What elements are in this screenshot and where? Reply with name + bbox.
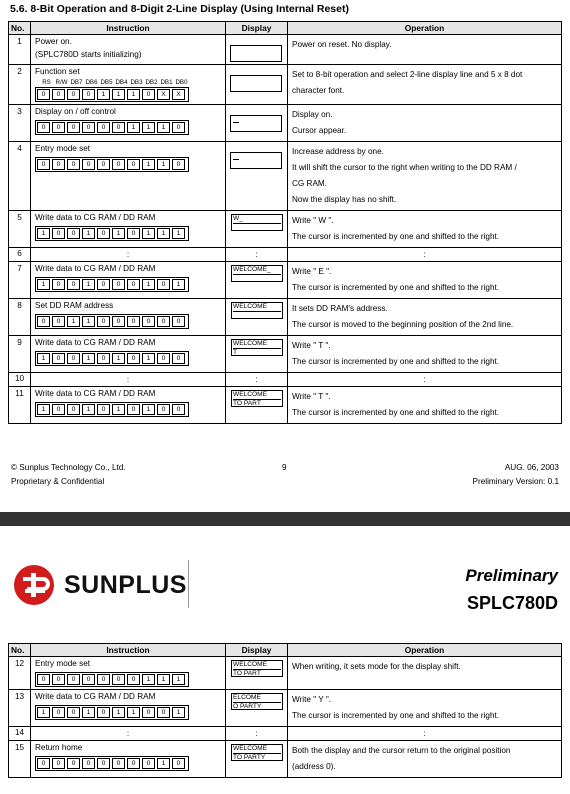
bit-cell: 0: [97, 122, 110, 133]
lcd-line-1: WELCOME: [233, 391, 268, 398]
bit-cell: 0: [97, 353, 110, 364]
table-row: [9, 387, 562, 424]
header-operation: Operation: [288, 644, 562, 657]
header-instruction: Instruction: [31, 22, 226, 35]
operation-text: The cursor is incremented by one and shifted to the right.: [292, 357, 500, 366]
bit-legend-label: RS: [42, 79, 51, 86]
operation-text: The cursor is incremented by one and shifted to the right.: [292, 232, 500, 241]
operation-text: Write " Y ".: [292, 695, 332, 704]
display-cell: [226, 105, 288, 142]
logo-text: SUNPLUS: [64, 570, 187, 599]
bit-cell: 1: [82, 404, 95, 415]
operation-text: character font.: [292, 86, 345, 95]
instruction-text: Return home: [35, 743, 83, 752]
table-row: [9, 142, 562, 211]
bit-pattern: [35, 87, 189, 102]
bit-cell: 0: [67, 404, 80, 415]
operation-text: Set to 8-bit operation and select 2-line display line and 5 x 8 dot: [292, 70, 523, 79]
instruction-cell: [31, 690, 226, 727]
bit-cell: 1: [157, 159, 170, 170]
lcd-display: [231, 390, 283, 407]
instruction-cell: [31, 336, 226, 373]
operation-cell: [288, 387, 562, 424]
instruction-cell: [31, 105, 226, 142]
bit-cell: 1: [112, 707, 125, 718]
row-number: 7: [9, 262, 31, 299]
sunplus-logo-icon: [14, 565, 54, 605]
bit-cell: 0: [52, 758, 65, 769]
operation-cell: [288, 690, 562, 727]
bit-cell: 0: [37, 674, 50, 685]
bit-cell: 0: [172, 353, 185, 364]
bit-cell: 1: [127, 122, 140, 133]
bit-cell: 0: [112, 316, 125, 327]
header-instruction: Instruction: [31, 644, 226, 657]
display-cell: :: [226, 373, 288, 387]
instruction-text: Set DD RAM address: [35, 301, 114, 310]
preliminary-label: Preliminary: [465, 566, 558, 585]
bit-cell: 0: [52, 707, 65, 718]
instruction-cell: :: [31, 248, 226, 262]
logo-divider: [188, 560, 189, 608]
bit-cell: 0: [52, 228, 65, 239]
bit-cell: 0: [127, 159, 140, 170]
instruction-cell: [31, 262, 226, 299]
bit-pattern: [35, 756, 189, 771]
operation-text: Both the display and the cursor return to the original position: [292, 746, 511, 755]
instruction-text: Write data to CG RAM / DD RAM: [35, 338, 156, 347]
bit-cell: 1: [37, 353, 50, 364]
bit-cell: 1: [97, 89, 110, 100]
lcd-display: [231, 265, 283, 282]
operation-cell: [288, 65, 562, 105]
bit-cell: 0: [37, 122, 50, 133]
bit-cell: 0: [157, 279, 170, 290]
table-row: [9, 657, 562, 690]
bit-cell: 0: [37, 758, 50, 769]
bit-pattern: [35, 351, 189, 366]
bit-cell: 0: [67, 122, 80, 133]
bit-cell: 0: [142, 707, 155, 718]
lcd-display-blank: [230, 75, 282, 92]
instruction-text: Power on.: [35, 37, 72, 46]
operation-text: The cursor is incremented by one and shifted to the right.: [292, 408, 500, 417]
bit-cell: 0: [82, 758, 95, 769]
table-row: [9, 35, 562, 65]
lcd-line-2: TO PARTY: [233, 753, 281, 762]
bit-cell: 0: [157, 404, 170, 415]
table-row: [9, 690, 562, 727]
bit-legend-label: DB3: [130, 79, 143, 86]
operation-cell: [288, 211, 562, 248]
bit-cell: 1: [82, 316, 95, 327]
lcd-display: [231, 693, 283, 710]
instruction-text: Entry mode set: [35, 659, 91, 668]
operation-cell: [288, 657, 562, 690]
bit-cell: 0: [127, 404, 140, 415]
bit-cell: 1: [127, 89, 140, 100]
bit-cell: 0: [67, 674, 80, 685]
bit-cell: 1: [127, 707, 140, 718]
instruction-text: Display on / off control: [35, 107, 116, 116]
display-cell: [226, 387, 288, 424]
operation-text: (address 0).: [292, 762, 336, 771]
instruction-cell: [31, 387, 226, 424]
lcd-line-2: [233, 274, 281, 275]
operation-text: When writing, it sets mode for the display shift.: [292, 662, 461, 671]
operation-text: Increase address by one.: [292, 147, 384, 156]
lcd-line-2: T_: [233, 348, 281, 357]
lcd-display: [231, 339, 283, 356]
bit-cell: 0: [172, 758, 185, 769]
bit-legend-label: DB5: [100, 79, 113, 86]
bit-cell: 1: [112, 353, 125, 364]
bit-cell: 0: [127, 316, 140, 327]
bit-pattern: [35, 705, 189, 720]
bit-cell: 0: [67, 353, 80, 364]
bit-cell: 1: [112, 404, 125, 415]
operation-cell: [288, 35, 562, 65]
bit-cell: 1: [142, 404, 155, 415]
footer-confidential: Proprietary & Confidential: [11, 477, 105, 486]
bit-cell: 0: [97, 404, 110, 415]
operation-text: It will shift the cursor to the right when writing to the DD RAM /: [292, 163, 517, 172]
operation-cell: :: [288, 373, 562, 387]
bit-cell: 0: [52, 353, 65, 364]
row-number: 12: [9, 657, 31, 690]
operation-cell: [288, 336, 562, 373]
lcd-line-1: WELCOME: [233, 340, 268, 347]
bit-cell: 0: [52, 89, 65, 100]
bit-cell: 0: [172, 316, 185, 327]
instruction-text: Entry mode set: [35, 144, 91, 153]
bit-pattern: [35, 226, 189, 241]
header-no: No.: [9, 644, 31, 657]
row-number: 2: [9, 65, 31, 105]
operation-cell: :: [288, 727, 562, 741]
operation-text: Display on.: [292, 110, 333, 119]
bit-legend-label: DB2: [145, 79, 158, 86]
lcd-display: [231, 302, 283, 319]
bit-pattern: [35, 672, 189, 687]
bit-legend-label: DB7: [70, 79, 83, 86]
row-number: 11: [9, 387, 31, 424]
bit-cell: 0: [82, 159, 95, 170]
bit-cell: 0: [82, 122, 95, 133]
instruction-text: Write data to CG RAM / DD RAM: [35, 692, 156, 701]
table-row: [9, 299, 562, 336]
table-row: [9, 248, 562, 262]
bit-legend: [39, 79, 221, 86]
instruction-cell: [31, 211, 226, 248]
bit-cell: 1: [172, 674, 185, 685]
lcd-line-2: O PARTY_: [233, 702, 281, 711]
bit-cell: 0: [112, 279, 125, 290]
bit-cell: 0: [172, 122, 185, 133]
lcd-display: [231, 214, 283, 231]
bit-legend-label: DB1: [160, 79, 173, 86]
table-row: [9, 211, 562, 248]
row-number: 1: [9, 35, 31, 65]
operation-text: Write " T ".: [292, 392, 331, 401]
display-cell: [226, 211, 288, 248]
sunplus-logo: [14, 565, 187, 605]
bit-cell: 0: [97, 279, 110, 290]
bit-cell: 0: [172, 159, 185, 170]
bit-cell: 0: [157, 316, 170, 327]
display-cell: [226, 299, 288, 336]
table-row: [9, 727, 562, 741]
operation-cell: [288, 262, 562, 299]
display-cell: [226, 690, 288, 727]
instruction-table-2: [8, 643, 562, 778]
lcd-display-cursor: [230, 115, 282, 132]
bit-pattern: [35, 314, 189, 329]
instruction-text: Write data to CG RAM / DD RAM: [35, 264, 156, 273]
bit-cell: 0: [127, 758, 140, 769]
bit-cell: 0: [67, 707, 80, 718]
bit-legend-label: DB6: [85, 79, 98, 86]
instruction-cell: [31, 657, 226, 690]
bit-cell: 1: [142, 228, 155, 239]
operation-cell: [288, 741, 562, 778]
footer-date: AUG. 06, 2003: [504, 463, 559, 472]
lcd-line-1: WELCOME_: [233, 266, 271, 273]
lcd-line-2: TO PART_: [233, 399, 281, 408]
table-row: [9, 741, 562, 778]
bit-cell: 0: [97, 674, 110, 685]
operation-text: Write " T ".: [292, 341, 331, 350]
bit-cell: 1: [172, 707, 185, 718]
table-row: [9, 105, 562, 142]
row-number: 15: [9, 741, 31, 778]
bit-cell: 0: [67, 758, 80, 769]
lcd-display-blank: [230, 45, 282, 62]
operation-text: Now the display has no shift.: [292, 195, 397, 204]
lcd-line-1: WELCOME: [233, 745, 268, 752]
instruction-cell: :: [31, 373, 226, 387]
bit-cell: 1: [112, 228, 125, 239]
row-number: 3: [9, 105, 31, 142]
bit-cell: 1: [37, 279, 50, 290]
instruction-cell: :: [31, 727, 226, 741]
table-row: [9, 336, 562, 373]
row-number: 5: [9, 211, 31, 248]
instruction-table-1: [8, 21, 562, 424]
model-name: SPLC780D: [466, 593, 558, 613]
bit-cell: 0: [172, 404, 185, 415]
bit-cell: 0: [52, 404, 65, 415]
bit-cell: 1: [157, 758, 170, 769]
bit-cell: 0: [127, 674, 140, 685]
bit-cell: 0: [37, 159, 50, 170]
bit-cell: 0: [67, 89, 80, 100]
bit-cell: 0: [142, 758, 155, 769]
bit-cell: 0: [157, 353, 170, 364]
operation-cell: [288, 105, 562, 142]
bit-cell: 1: [142, 353, 155, 364]
display-cell: [226, 741, 288, 778]
bit-cell: X: [157, 89, 170, 100]
bit-cell: 0: [52, 159, 65, 170]
instruction-cell: [31, 299, 226, 336]
bit-cell: 1: [172, 279, 185, 290]
display-cell: [226, 142, 288, 211]
bit-cell: 0: [112, 758, 125, 769]
bit-cell: 0: [97, 159, 110, 170]
lcd-display-cursor: [230, 152, 282, 169]
bit-cell: 0: [127, 228, 140, 239]
bit-cell: 0: [142, 89, 155, 100]
bit-cell: 0: [112, 674, 125, 685]
bit-cell: 0: [52, 279, 65, 290]
bit-cell: 0: [127, 353, 140, 364]
bit-cell: 0: [97, 316, 110, 327]
bit-cell: 1: [112, 89, 125, 100]
operation-text: Power on reset. No display.: [292, 40, 392, 49]
bit-cell: 0: [67, 279, 80, 290]
bit-cell: 1: [142, 122, 155, 133]
bit-cell: 1: [82, 228, 95, 239]
header-display: Display: [226, 22, 288, 35]
bit-cell: 1: [172, 228, 185, 239]
bit-cell: 0: [127, 279, 140, 290]
operation-text: It sets DD RAM's address.: [292, 304, 388, 313]
bit-legend-label: R/W: [55, 79, 68, 86]
bit-pattern: [35, 402, 189, 417]
section-title: 5.6. 8-Bit Operation and 8-Digit 2-Line Display (Using Internal Reset): [10, 3, 349, 15]
bit-cell: 1: [37, 404, 50, 415]
instruction-cell: [31, 741, 226, 778]
operation-text: CG RAM.: [292, 179, 328, 188]
bit-cell: 0: [52, 316, 65, 327]
operation-cell: [288, 142, 562, 211]
bit-cell: 0: [82, 89, 95, 100]
instruction-text: Function set: [35, 67, 80, 76]
page-separator: [0, 512, 570, 526]
bit-cell: 0: [112, 122, 125, 133]
bit-cell: 0: [112, 159, 125, 170]
bit-cell: 1: [157, 122, 170, 133]
table-row: [9, 65, 562, 105]
bit-cell: 1: [82, 707, 95, 718]
display-cell: [226, 35, 288, 65]
table-row: [9, 373, 562, 387]
bit-cell: 1: [142, 279, 155, 290]
operation-text: Write " W ".: [292, 216, 334, 225]
bit-pattern: [35, 157, 189, 172]
bit-cell: 0: [52, 674, 65, 685]
instruction-cell: [31, 142, 226, 211]
bit-cell: 0: [67, 228, 80, 239]
bit-cell: 1: [142, 159, 155, 170]
bit-cell: 0: [157, 707, 170, 718]
operation-text: Write " E ".: [292, 267, 332, 276]
operation-text: Cursor appear.: [292, 126, 347, 135]
footer-page-number: 9: [282, 463, 287, 472]
footer-version: Preliminary Version: 0.1: [472, 477, 559, 486]
bit-cell: 0: [142, 316, 155, 327]
bit-cell: 1: [37, 228, 50, 239]
instruction-text: Write data to CG RAM / DD RAM: [35, 389, 156, 398]
row-number: 4: [9, 142, 31, 211]
row-number: 14: [9, 727, 31, 741]
lcd-line-1: WELCOME: [233, 303, 268, 310]
header-no: No.: [9, 22, 31, 35]
display-cell: [226, 65, 288, 105]
bit-cell: 0: [97, 228, 110, 239]
bit-cell: 0: [97, 758, 110, 769]
display-cell: [226, 657, 288, 690]
lcd-line-1: ELCOME: [233, 694, 261, 701]
bit-cell: 1: [67, 316, 80, 327]
header-display: Display: [226, 644, 288, 657]
display-cell: [226, 336, 288, 373]
bit-legend-label: DB0: [175, 79, 188, 86]
display-cell: :: [226, 248, 288, 262]
row-number: 9: [9, 336, 31, 373]
row-number: 8: [9, 299, 31, 336]
bit-cell: 1: [82, 279, 95, 290]
bit-cell: 0: [37, 89, 50, 100]
lcd-line-2: _: [233, 311, 281, 320]
operation-text: The cursor is incremented by one and shifted to the right.: [292, 283, 500, 292]
bit-pattern: [35, 277, 189, 292]
bit-cell: 1: [157, 228, 170, 239]
bit-cell: 0: [82, 674, 95, 685]
bit-cell: X: [172, 89, 185, 100]
bit-legend-label: DB4: [115, 79, 128, 86]
bit-cell: 1: [37, 707, 50, 718]
operation-cell: [288, 299, 562, 336]
lcd-line-2: [233, 223, 281, 224]
lcd-display: [231, 660, 283, 677]
operation-cell: :: [288, 248, 562, 262]
lcd-display: [231, 744, 283, 761]
operation-text: The cursor is moved to the beginning position of the 2nd line.: [292, 320, 514, 329]
row-number: 10: [9, 373, 31, 387]
lcd-line-1: WELCOME: [233, 661, 268, 668]
instruction-text: (SPLC780D starts initializing): [35, 50, 142, 59]
display-cell: [226, 262, 288, 299]
instruction-cell: [31, 35, 226, 65]
bit-cell: 0: [67, 159, 80, 170]
bit-cell: 0: [97, 707, 110, 718]
lcd-line-1: W_: [233, 215, 243, 222]
bit-cell: 0: [52, 122, 65, 133]
instruction-cell: [31, 65, 226, 105]
bit-cell: 0: [37, 316, 50, 327]
header-operation: Operation: [288, 22, 562, 35]
row-number: 13: [9, 690, 31, 727]
operation-text: The cursor is incremented by one and shifted to the right.: [292, 711, 500, 720]
bit-cell: 1: [142, 674, 155, 685]
lcd-line-2: TO PART: [233, 669, 281, 678]
bit-pattern: [35, 120, 189, 135]
bit-cell: 1: [82, 353, 95, 364]
display-cell: :: [226, 727, 288, 741]
table-row: [9, 262, 562, 299]
row-number: 6: [9, 248, 31, 262]
footer-company: © Sunplus Technology Co., Ltd.: [11, 463, 126, 472]
instruction-text: Write data to CG RAM / DD RAM: [35, 213, 156, 222]
bit-cell: 1: [157, 674, 170, 685]
